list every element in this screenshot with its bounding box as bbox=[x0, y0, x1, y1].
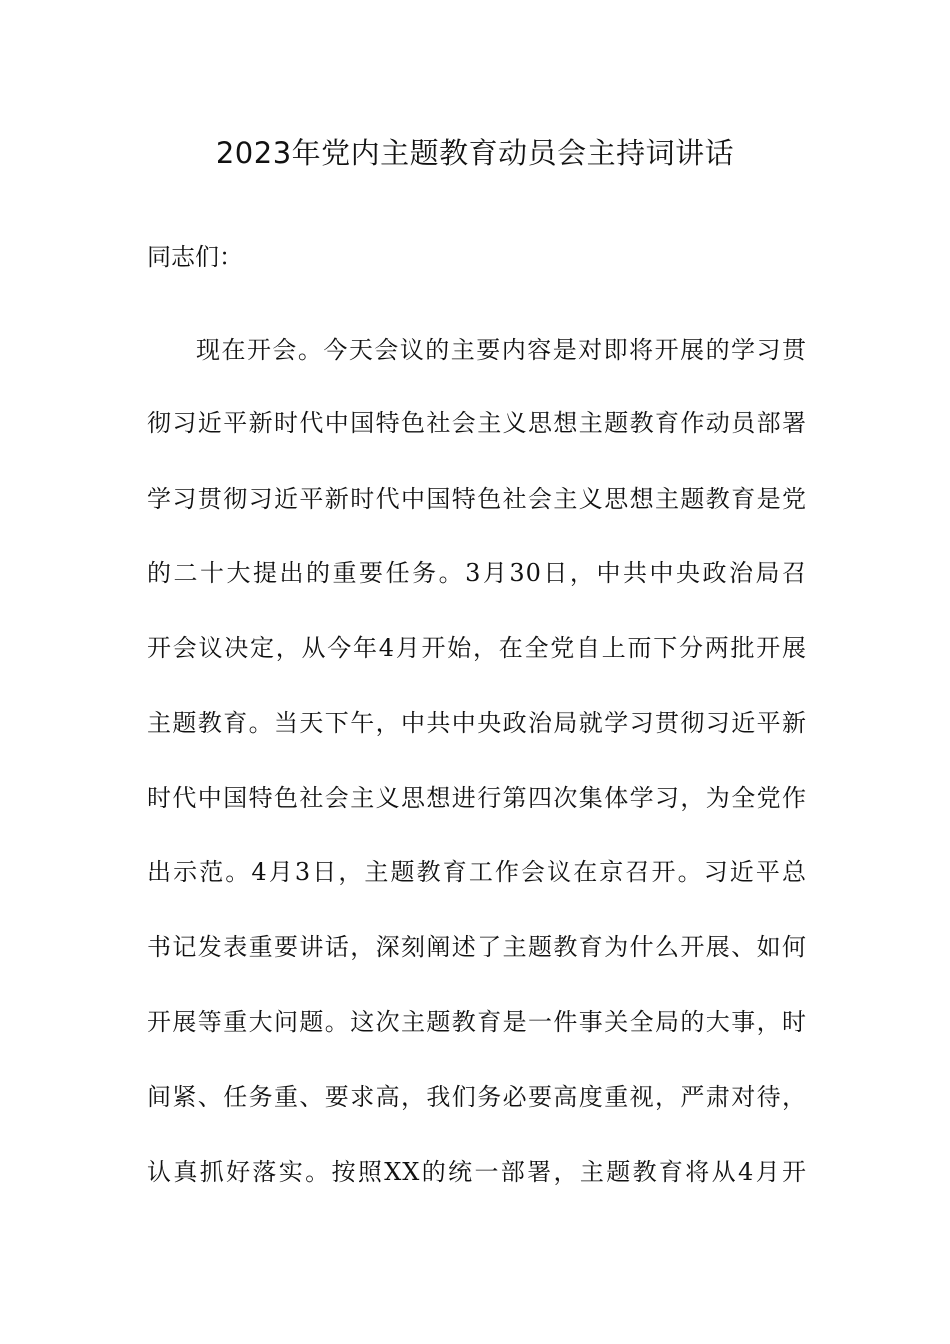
body-line: 书记发表重要讲话，深刻阐述了主题教育为什么开展、如何 bbox=[147, 933, 807, 961]
body-line: 主题教育。当天下午，中共中央政治局就学习贯彻习近平新 bbox=[147, 709, 807, 737]
body-line: 的二十大提出的重要任务。3月30日，中共中央政治局召 bbox=[147, 559, 807, 587]
body-line: 开会议决定，从今年4月开始，在全党自上而下分两批开展 bbox=[147, 634, 807, 662]
body-line: 学习贯彻习近平新时代中国特色社会主义思想主题教育是党 bbox=[147, 485, 807, 513]
body-line: 认真抓好落实。按照XX的统一部署，主题教育将从4月开 bbox=[147, 1158, 807, 1186]
body-line: 间紧、任务重、要求高，我们务必要高度重视，严肃对待， bbox=[147, 1083, 807, 1111]
body-line: 时代中国特色社会主义思想进行第四次集体学习，为全党作 bbox=[147, 784, 807, 812]
body-line: 出示范。4月3日，主题教育工作会议在京召开。习近平总 bbox=[147, 858, 807, 886]
salutation: 同志们： bbox=[147, 243, 243, 271]
body-line: 彻习近平新时代中国特色社会主义思想主题教育作动员部署 bbox=[147, 409, 807, 437]
document-title: 2023年党内主题教育动员会主持词讲话 bbox=[215, 136, 735, 170]
body-line: 现在开会。今天会议的主要内容是对即将开展的学习贯 bbox=[196, 336, 807, 364]
body-line: 开展等重大问题。这次主题教育是一件事关全局的大事，时 bbox=[147, 1008, 807, 1036]
